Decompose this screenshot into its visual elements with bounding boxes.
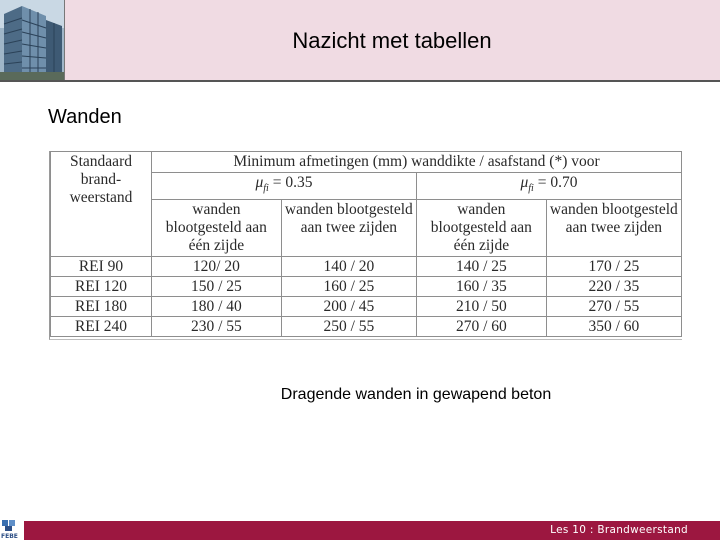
column-header: wanden blootgesteld aan één zijde bbox=[152, 200, 282, 257]
table-cell: 350 / 60 bbox=[546, 317, 681, 337]
table-cell: REI 240 bbox=[51, 317, 152, 337]
slide-title: Nazicht met tabellen bbox=[292, 28, 492, 53]
table-cell: 160 / 35 bbox=[416, 277, 546, 297]
table-row bbox=[51, 257, 682, 277]
table-cell: 220 / 35 bbox=[546, 277, 681, 297]
mu-symbol: $\mu_{fi}$ bbox=[520, 174, 534, 195]
table-row bbox=[51, 297, 682, 317]
slide-header bbox=[0, 0, 720, 82]
table-cell: 120/ 20 bbox=[152, 257, 282, 277]
table-row bbox=[51, 317, 682, 337]
table-cell: 250 / 55 bbox=[281, 317, 416, 337]
febe-logo-icon bbox=[0, 519, 22, 540]
table-cell: 270 / 60 bbox=[416, 317, 546, 337]
stub-header: Standaard brand- weerstand bbox=[51, 152, 152, 257]
table-cell: 200 / 45 bbox=[281, 297, 416, 317]
table-caption: Dragende wanden in gewapend beton bbox=[280, 386, 552, 403]
table-cell: 140 / 20 bbox=[281, 257, 416, 277]
table-cell: REI 120 bbox=[51, 277, 152, 297]
table-cell: 270 / 55 bbox=[546, 297, 681, 317]
column-header: wanden blootgesteld aan twee zijden bbox=[281, 200, 416, 257]
group-header: Minimum afmetingen (mm) wanddikte / asafstand (*) voor bbox=[152, 152, 682, 173]
section-heading: Wanden bbox=[48, 106, 122, 128]
table-cell: 210 / 50 bbox=[416, 297, 546, 317]
footer-text: Les 10 : Brandweerstand bbox=[550, 524, 688, 536]
fire-resistance-table bbox=[50, 151, 682, 337]
mu-header-1: $\mu_{fi} = 0.35$ bbox=[152, 173, 417, 200]
table-cell: 160 / 25 bbox=[281, 277, 416, 297]
table-cell: 170 / 25 bbox=[546, 257, 681, 277]
mu-symbol: $\mu_{fi}$ bbox=[255, 174, 269, 195]
column-header: wanden blootgesteld aan één zijde bbox=[416, 200, 546, 257]
table-cell: REI 90 bbox=[51, 257, 152, 277]
table-row bbox=[51, 277, 682, 297]
table-cell: 150 / 25 bbox=[152, 277, 282, 297]
table-cell: 230 / 55 bbox=[152, 317, 282, 337]
fire-resistance-table-image bbox=[49, 151, 682, 340]
building-photo bbox=[0, 0, 65, 80]
svg-text:FEBE: FEBE bbox=[1, 533, 18, 540]
table-cell: REI 180 bbox=[51, 297, 152, 317]
table-cell: 180 / 40 bbox=[152, 297, 282, 317]
footer-bar bbox=[24, 521, 720, 540]
column-header: wanden blootgesteld aan twee zijden bbox=[546, 200, 681, 257]
table-cell: 140 / 25 bbox=[416, 257, 546, 277]
mu-header-2: $\mu_{fi} = 0.70$ bbox=[416, 173, 681, 200]
